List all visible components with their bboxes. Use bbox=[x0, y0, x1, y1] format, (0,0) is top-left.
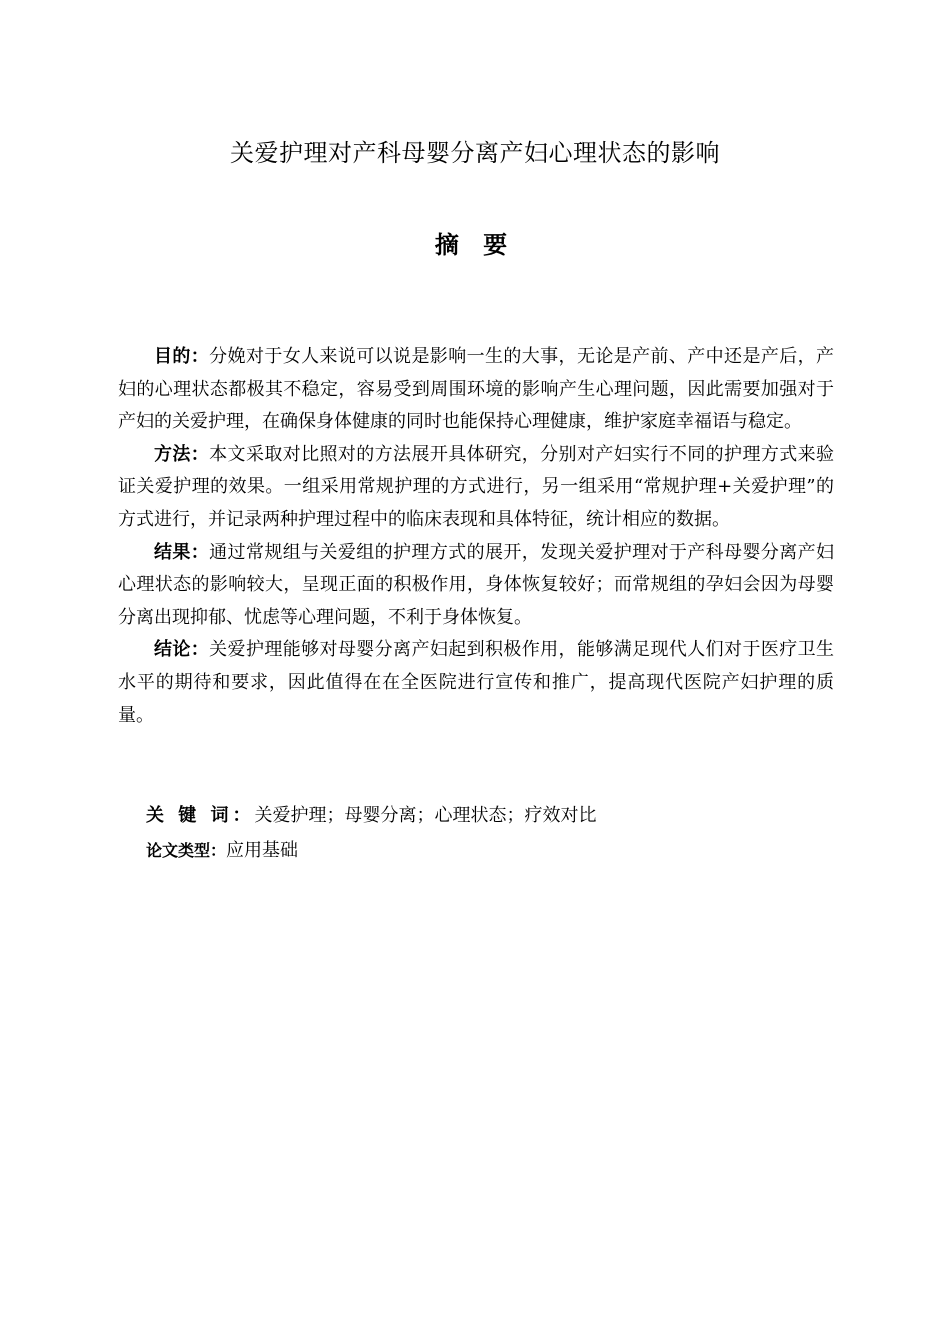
result-text: 通过常规组与关爱组的护理方式的展开，发现关爱护理对于产科母婴分离产妇心理状态的影响较大，呈现正面的积极作用，身体恢复较好；而常规组的孕妇会因为母婴分离出现抑郁、忧虑等心理问题，不利于身体恢复。 bbox=[118, 541, 835, 628]
method-text: 本文采取对比照对的方法展开具体研究，分别对产妇实行不同的护理方式来验证关爱护理的效果。一组采用常规护理的方式进行，另一组采用“常规护理+关爱护理”的方式进行，并记录两种护理过程中的临床表现和具体特征，统计相应的数据。 bbox=[118, 443, 835, 530]
abstract-heading: 摘 要 bbox=[434, 230, 516, 259]
keywords-line bbox=[146, 802, 846, 830]
paper-type-text: 应用基础 bbox=[226, 840, 299, 861]
paper-title: 关爱护理对产科母婴分离产妇心理状态的影响 bbox=[230, 139, 720, 167]
keywords-text: 关爱护理；母婴分离；心理状态；疗效对比 bbox=[254, 805, 597, 826]
conclusion-text: 关爱护理能够对母婴分离产妇起到积极作用，能够满足现代人们对于医疗卫生水平的期待和要求，因此值得在在全医院进行宣传和推广，提高现代医院产妇护理的质量。 bbox=[118, 639, 835, 726]
objective-label: 目的： bbox=[154, 346, 210, 367]
paper-type-line bbox=[146, 837, 846, 865]
conclusion-paragraph bbox=[118, 634, 834, 732]
objective-text: 分娩对于女人来说可以说是影响一生的大事，无论是产前、产中还是产后，产妇的心理状态都极其不稳定，容易受到周围环境的影响产生心理问题，因此需要加强对于产妇的关爱护理，在确保身体健康的同时也能保持心理健康，维护家庭幸福语与稳定。 bbox=[118, 346, 835, 433]
abstract-body bbox=[118, 341, 834, 732]
result-paragraph bbox=[118, 537, 834, 635]
keywords-label: 关 键 词： bbox=[146, 805, 255, 826]
objective-paragraph bbox=[118, 341, 834, 439]
result-label: 结果： bbox=[154, 541, 210, 563]
method-paragraph bbox=[118, 439, 834, 537]
conclusion-label: 结论： bbox=[154, 639, 210, 661]
paper-type-label: 论文类型： bbox=[146, 841, 227, 860]
method-label: 方法： bbox=[154, 443, 210, 465]
